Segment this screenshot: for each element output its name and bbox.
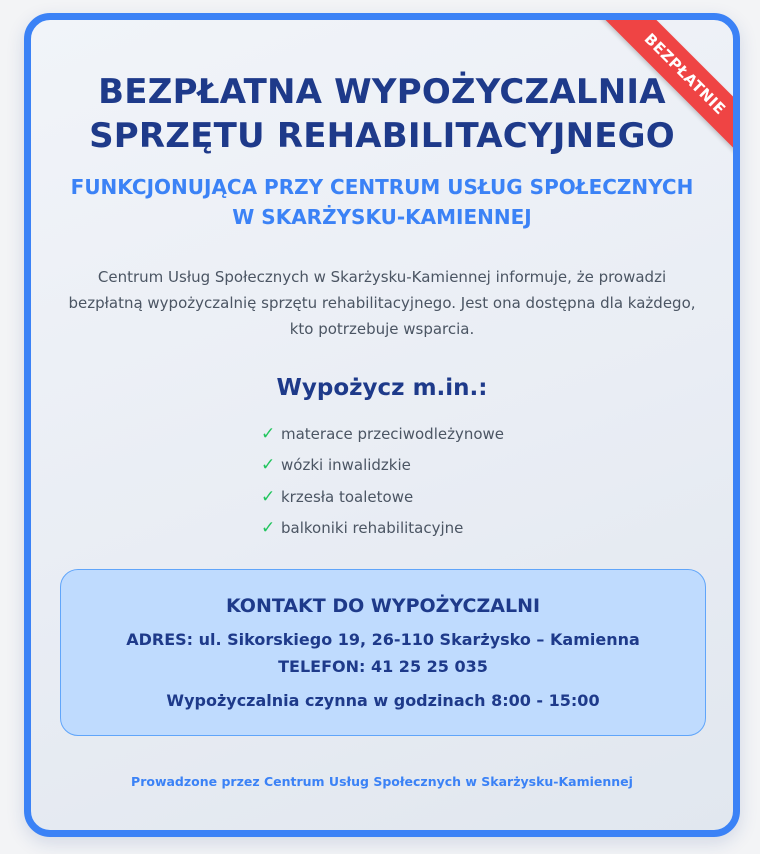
opening-hours: Wypożyczalnia czynna w godzinach 8:00 - 15:00 [166,691,600,710]
intro-line-1: Centrum Usług Społecznych w Skarżysku-Kamiennej informuje, że prowadzi [97,268,667,286]
check-icon: ✓ [261,518,276,539]
list-item-label: balkoniki rehabilitacyjne [281,519,464,538]
equipment-list [261,418,504,544]
free-ribbon: BEZPŁATNIE [602,13,740,157]
intro-line-2: bezpłatną wypożyczalnię sprzętu rehabilitacyjnego. Jest ona dostępna dla każdego, [68,294,696,312]
equipment-heading: Wypożycz m.in.: [276,375,488,401]
contact-address: ADRES: ul. Sikorskiego 19, 26-110 Skarżysko – Kamienna [126,630,640,649]
list-item-label: krzesła toaletowe [281,487,414,506]
page-subtitle [51,172,713,232]
list-item [261,418,504,450]
footer-text: Prowadzone przez Centrum Usług Społecznych w Skarżysku-Kamiennej [131,774,633,789]
list-item-label: wózki inwalidzkie [281,456,411,475]
subtitle-line-2: W SKARŻYSKU-KAMIENNEJ [232,205,532,229]
check-icon: ✓ [261,486,276,507]
list-item [261,513,504,545]
intro-line-3: kto potrzebuje wsparcia. [289,320,475,338]
check-icon: ✓ [261,455,276,476]
announcement-card [24,13,740,837]
list-item [261,481,504,513]
title-line-2: SPRZĘTU REHABILITACYJNEGO [89,116,675,156]
intro-text [57,264,707,342]
list-item [261,450,504,482]
list-item-label: materace przeciwodleżynowe [281,424,505,443]
page-title [31,70,733,158]
check-icon: ✓ [261,423,276,444]
contact-phone: TELEFON: 41 25 25 035 [278,657,488,676]
title-line-1: BEZPŁATNA WYPOŻYCZALNIA [98,72,666,112]
contact-box [60,569,706,736]
contact-title: KONTAKT DO WYPOŻYCZALNI [225,595,541,617]
subtitle-line-1: FUNKCJONUJĄCA PRZY CENTRUM USŁUG SPOŁECZNYCH [70,175,694,199]
